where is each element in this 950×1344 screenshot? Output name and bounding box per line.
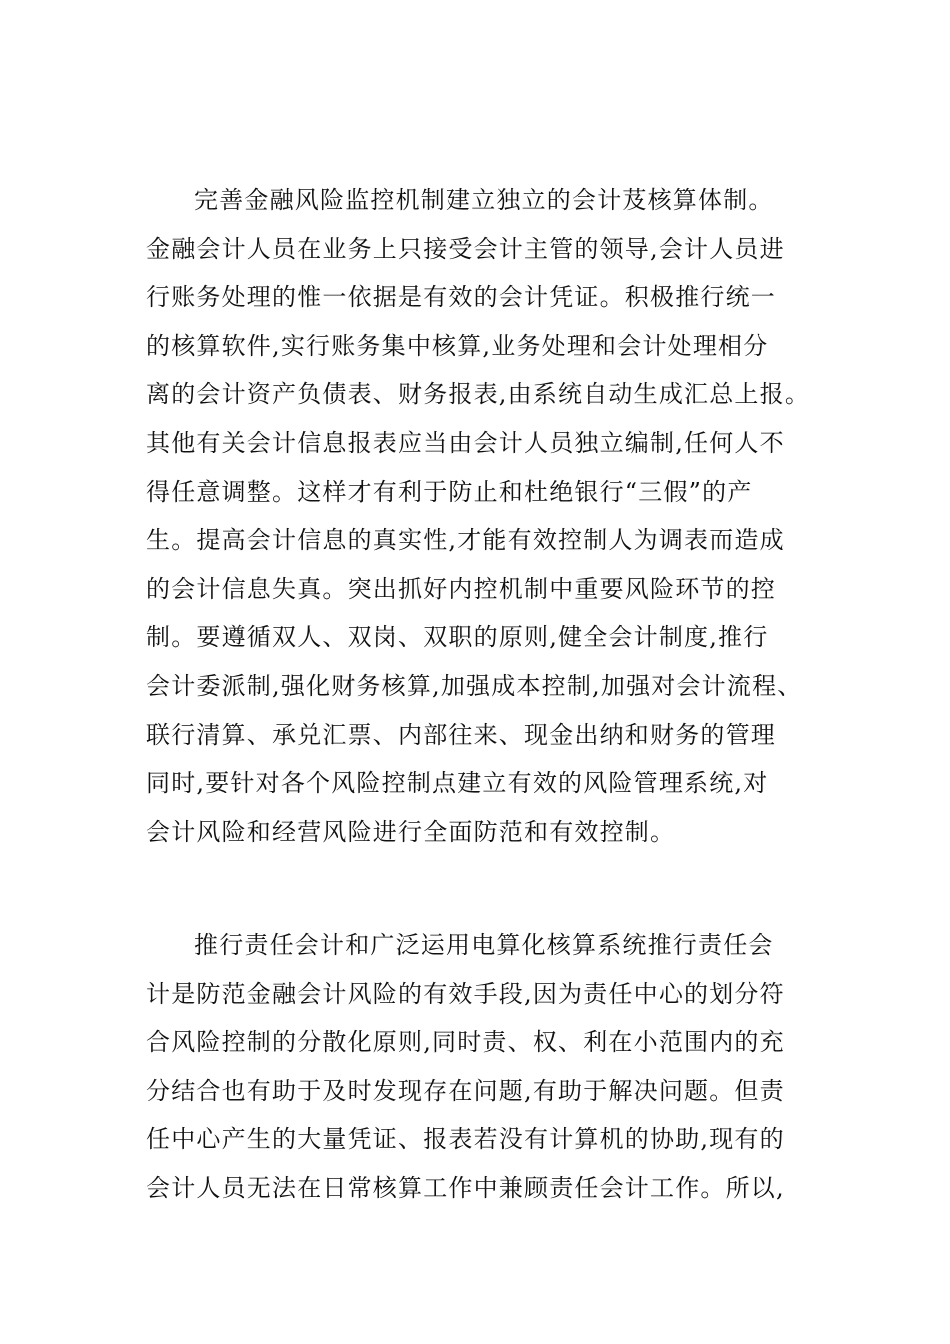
text-line: 会计人员无法在日常核算工作中兼顾责任会计工作。所以, [146,1173,785,1202]
text-line: 任中心产生的大量凭证、报表若没有计算机的协助,现有的 [146,1125,785,1154]
text-line: 离的会计资产负债表、财务报表,由系统自动生成汇总上报。 [146,380,811,409]
text-line: 得任意调整。这样才有利于防止和杜绝银行“三假”的产 [146,477,753,506]
text-line: 的核算软件,实行账务集中核算,业务处理和会计处理相分 [146,331,769,360]
text-line: 制。要遵循双人、双岗、双职的原则,健全会计制度,推行 [146,623,769,652]
text-line: 联行清算、承兑汇票、内部往来、现金出纳和财务的管理 [146,720,776,749]
text-line: 的会计信息失真。突出抓好内控机制中重要风险环节的控 [146,574,776,603]
paragraph-2 [146,921,826,1213]
text-line: 会计风险和经营风险进行全面防范和有效控制。 [146,817,676,846]
text-line: 分结合也有助于及时发现存在问题,有助于解决问题。但责 [146,1076,785,1105]
text-line: 行账务处理的惟一依据是有效的会计凭证。积极推行统一 [146,283,776,312]
text-line: 推行责任会计和广泛运用电算化核算系统推行责任会 [194,931,774,959]
text-line: 合风险控制的分散化原则,同时责、权、利在小范围内的充 [146,1028,785,1057]
text-line: 计是防范金融会计风险的有效手段,因为责任中心的划分符 [146,979,785,1008]
text-line: 金融会计人员在业务上只接受会计主管的领导,会计人员进 [146,234,785,263]
text-line: 生。提高会计信息的真实性,才能有效控制人为调表而造成 [146,526,785,555]
paragraph-1 [146,176,826,856]
text-line: 其他有关会计信息报表应当由会计人员独立编制,任何人不 [146,428,785,457]
text-line: 同时,要针对各个风险控制点建立有效的风险管理系统,对 [146,769,769,798]
text-line: 会计委派制,强化财务核算,加强成本控制,加强对会计流程、 [146,671,803,700]
text-line: 完善金融风险监控机制建立独立的会计芨核算体制。 [194,186,774,214]
